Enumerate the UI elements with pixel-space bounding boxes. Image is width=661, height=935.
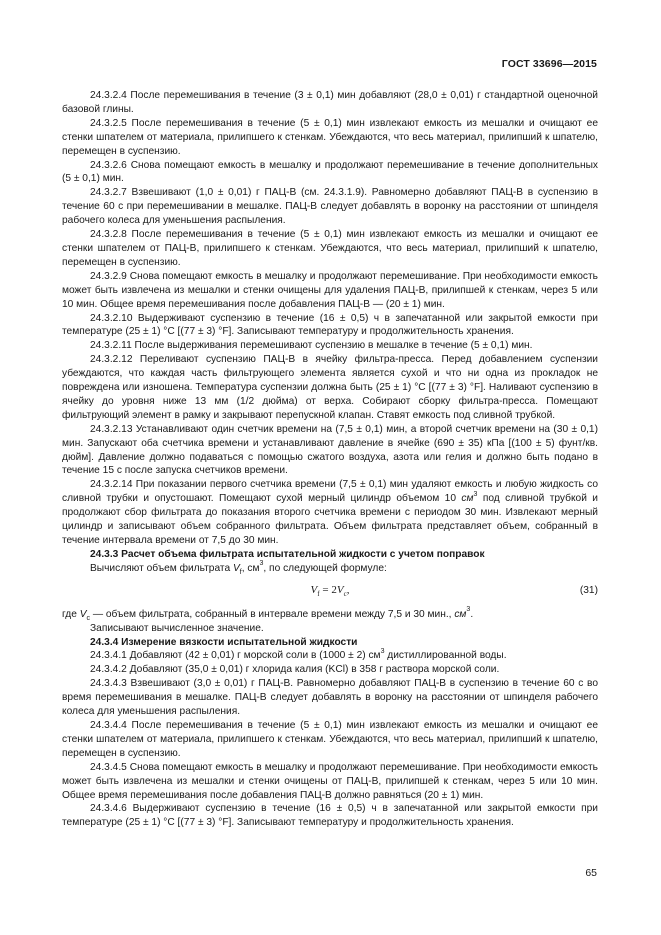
document-header: ГОСТ 33696—2015	[501, 58, 597, 70]
paragraph: 24.3.4.3 Взвешивают (3,0 ± 0,01) г ПАЦ-В. Равномерно добавляют ПАЦ-В в суспензию в течение 60 с во время перемешивания в мешалке. ПАЦ-В следует добавлять в воронку на расстоянии от шпинделя рабочего колеса для уменьшения распыления.	[62, 678, 598, 718]
paragraph-24-3-4-1: 24.3.4.1 Добавляют (42 ± 0,01) г морской соли в (1000 ± 2) $см^3$ дистиллированной воды.	[90, 648, 507, 662]
paragraph: 24.3.2.10 Выдерживают суспензию в течение (16 ± 0,5) ч в запечатанной или закрытой емкости при температуре (25 ± 1) °С [(77 ± 3) °F]. Записывают температуру и продолжительность хранения.	[62, 312, 598, 338]
record-line: Записывают вычисленное значение.	[90, 622, 264, 634]
paragraph: 24.3.2.8 После перемешивания в течение (5 ± 0,1) мин извлекают емкость из мешалки и очищают ее стенки шпателем от ПАЦ-В, прилипшего к стенкам. Убеждаются, что весь материал, прилипший к шпателю, перемещен в суспензию.	[62, 229, 598, 268]
formula-expression: $V_f = 2V_c$,	[310, 583, 350, 598]
text-run: 24.3.2.14 При показании первого счетчика времени (7,5 ± 0,1) мин удаляют емкость и любую жидкость со сливной трубки и опустошают. Помещают сухой мерный цилиндр объемом 10	[62, 479, 598, 505]
variable: V	[232, 562, 240, 574]
page-number: 65	[585, 867, 597, 879]
paragraph: 24.3.2.11 После выдерживания перемешивают суспензию в мешалке в течение (5 ± 0,1) мин.	[90, 340, 533, 352]
superscript: 3	[473, 490, 478, 498]
paragraph-24-3-2-14	[62, 478, 598, 548]
paragraph: 24.3.2.5 После перемешивания в течение (5 ± 0,1) мин извлекают емкость из мешалки и очищают ее стенки шпателем от материала, прилипшего к стенкам. Убеждаются, что весь материал, прилипший к шпателю, перемещен в суспензию.	[62, 117, 598, 157]
paragraph: 24.3.2.4 После перемешивания в течение (3 ± 0,1) мин добавляют (28,0 ± 0,01) г стандартной оценочной базовой глины.	[62, 90, 598, 115]
paragraph: 24.3.4.6 Выдерживают суспензию в течение (16 ± 0,5) ч в запечатанной или закрытой емкости при температуре (25 ± 1) °С [(77 ± 3) °F]. Записывают температуру и продолжительность хранения.	[62, 803, 598, 829]
section-heading-24-3-3: 24.3.3 Расчет объема фильтрата испытательной жидкости с учетом поправок	[90, 548, 485, 560]
paragraph-group-a	[62, 89, 598, 478]
document-body	[62, 89, 598, 830]
paragraph: 24.3.2.7 Взвешивают (1,0 ± 0,01) г ПАЦ-В (см. 24.3.1.9). Равномерно добавляют ПАЦ-В в суспензию в течение 60 с при перемешивании в мешалке. ПАЦ-В следует добавлять в воронку на расстоянии от шпинделя рабочего колеса для уменьшения распыления.	[62, 187, 598, 227]
unit-text: см	[461, 493, 474, 505]
text-run: под сливной трубкой и продолжают сбор фильтрата до показания второго счетчика времени с периодом 30 мин. Извлекают мерный цилиндр и записывают объем собранного фильтрата. Объем фильтрата представляет объем, собранный в течение интервала времени от 7,5 до 30 мин.	[62, 493, 598, 546]
paragraph-group-b	[62, 663, 598, 830]
formula-31	[62, 582, 598, 606]
paragraph: 24.3.2.13 Устанавливают один счетчик времени на (7,5 ± 0,1) мин, а второй счетчик времени на (30 ± 0,1) мин. Запускают оба счетчика времени и устанавливают давление в ячейке (690 ± 35) кПа [(100 ± 5) фунт/кв. дюйм]. Давление должно подаваться с помощью сжатого воздуха, азота или гелия и должно быть подано в течение 15 с после запуска счетчиков времени.	[62, 423, 598, 477]
paragraph: 24.3.2.6 Снова помещают емкость в мешалку и продолжают перемешивание в течение дополнительных (5 ± 0,1) мин.	[62, 159, 598, 185]
where-definition: где $V_c$ — объем фильтрата, собранный в интервале времени между 7,5 и 30 мин., $см^3$.	[62, 606, 474, 622]
paragraph: 24.3.4.4 После перемешивания в течение (5 ± 0,1) мин извлекают емкость из мешалки и очищают ее стенки шпателем от материала, прилипшего к стенкам. Убеждаются, что весь материал, прилипший к шпателю, перемещен в суспензию.	[62, 719, 598, 759]
section-heading-24-3-4: 24.3.4 Измерение вязкости испытательной жидкости	[90, 636, 358, 648]
paragraph: 24.3.4.2 Добавляют (35,0 ± 0,01) г хлорида калия (KCl) в 358 г раствора морской соли.	[90, 664, 500, 676]
paragraph: 24.3.2.9 Снова помещают емкость в мешалку и продолжают перемешивание. При необходимости емкость может быть извлечена из мешалки и стенки очищены для удаления ПАЦ-В, прилипшей к стенкам, через 5 или 10 мин. Общее время перемешивания после добавления ПАЦ-В — (20 ± 1) мин.	[62, 270, 598, 310]
equation-number: (31)	[579, 584, 598, 596]
paragraph: 24.3.4.5 Снова помещают емкость в мешалку и продолжают перемешивание. При необходимости емкость может быть извлечена из мешалки и стенки очищены от ПАЦ-В, прилипшей к стенкам, через 5 или 10 мин. Общее время перемешивания после добавления ПАЦ-В должно равняться (20 ± 1) мин.	[62, 761, 598, 801]
calc-intro: Вычисляют объем фильтрата $V_f$, $см^3$, по следующей формуле:	[90, 560, 387, 576]
paragraph: 24.3.2.12 Переливают суспензию ПАЦ-В в ячейку фильтра-пресса. Перед добавлением суспензии убеждаются, что каждая часть фильтрующего элемента является сухой и что ни одна из прокладок не повреждена или изношена. Температура суспензии должна быть (25 ± 1) °С [(77 ± 3) °F]. Наливают суспензию в ячейку до уровня ниже 13 мм (1/2 дюйма) от верха. Собирают сборку фильтра-пресса. Помещают фильтрующий элемент в рамку и закрывают перепускной клапан. Ставят емкость под сливной трубкой.	[62, 354, 598, 421]
